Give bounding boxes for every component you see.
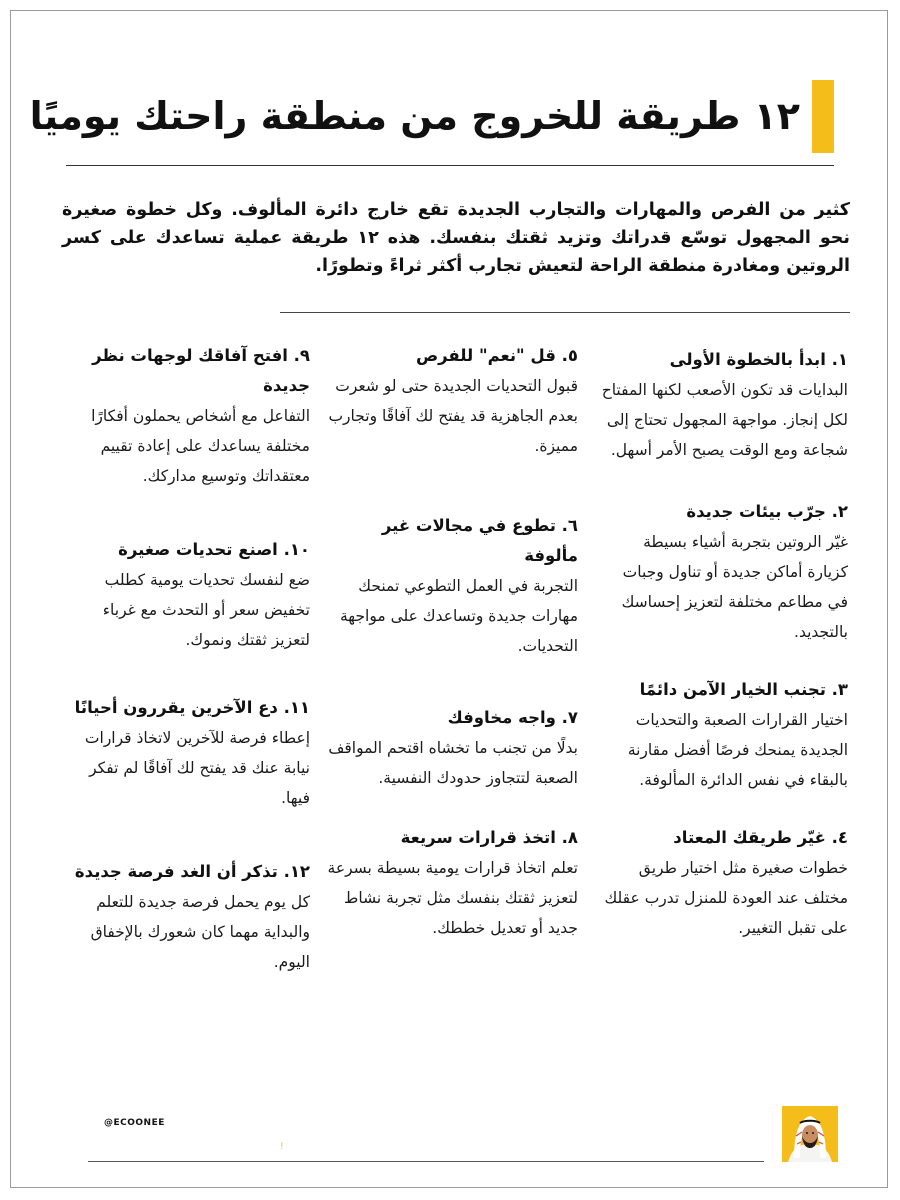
column-right: [600, 345, 848, 943]
tip-title: ٧. واجه مخاوفك: [447, 708, 578, 727]
tip-title: ١٠. اصنع تحديات صغيرة: [118, 540, 310, 559]
tip-body: إعطاء فرصة للآخرين لاتخاذ قرارات نيابة عنك قد يفتح لك آفاقًا لم تفكر فيها.: [84, 729, 310, 807]
avatar-portrait-icon: [782, 1106, 838, 1162]
footer-mark: !: [280, 1142, 284, 1152]
tip-item: [70, 857, 310, 977]
tip-item: [600, 675, 848, 795]
tip-body: البدايات قد تكون الأصعب لكنها المفتاح لكل إنجاز. مواجهة المجهول تحتاج إلى شجاعة ومع الوقت يصبح الأمر أسهل.: [601, 381, 848, 459]
intro-paragraph: كثير من الفرص والمهارات والتجارب الجديدة تقع خارج دائرة المألوف. وكل خطوة صغيرة نحو المجهول توسّع قدراتك وتزيد ثقتك بنفسك. هذه ١٢ طريقة عملية تساعدك على كسر الروتين ومغادرة منطقة الراحة لتعيش تجارب أكثر ثراءً وتطورًا.: [62, 200, 850, 276]
tip-body: غيّر الروتين بتجربة أشياء بسيطة كزيارة أماكن جديدة أو تناول وجبات في مطاعم مختلفة لتعزيز إحساسك بالتجديد.: [621, 533, 848, 641]
tip-item: [600, 497, 848, 647]
tip-item: [326, 823, 578, 943]
tip-title: ١١. دع الآخرين يقررون أحيانًا: [74, 698, 310, 717]
tip-title: ١٢. تذكر أن الغد فرصة جديدة: [74, 862, 310, 881]
tip-title: ٤. غيّر طريقك المعتاد: [673, 828, 848, 847]
tip-body: خطوات صغيرة مثل اختيار طريق مختلف عند العودة للمنزل تدرب عقلك على تقبل التغيير.: [604, 859, 848, 937]
author-handle: @ECOONEE: [104, 1118, 165, 1128]
tip-body: التجربة في العمل التطوعي تمنحك مهارات جديدة وتساعدك على مواجهة التحديات.: [339, 577, 578, 655]
tip-body: اختيار القرارات الصعبة والتحديات الجديدة يمنحك فرصًا أفضل مقارنة بالبقاء في نفس الدائرة المألوفة.: [627, 711, 848, 789]
tip-body: تعلم اتخاذ قرارات يومية بسيطة بسرعة لتعزيز ثقتك بنفسك مثل تجربة نشاط جديد أو تعديل خططك.: [327, 859, 578, 937]
tip-body: التفاعل مع أشخاص يحملون أفكارًا مختلفة يساعدك على إعادة تقييم معتقداتك وتوسيع مداركك.: [91, 407, 310, 485]
page-title: ١٢ طريقة للخروج من منطقة راحتك يوميًا: [29, 94, 800, 138]
tip-item: [326, 703, 578, 793]
tip-title: ٦. تطوع في مجالات غير مألوفة: [381, 516, 578, 565]
tip-item: [70, 341, 310, 491]
tip-body: قبول التحديات الجديدة حتى لو شعرت بعدم الجاهزية قد يفتح لك آفاقًا وتجارب مميزة.: [328, 377, 578, 455]
tip-body: ضع لنفسك تحديات يومية كطلب تخفيض سعر أو التحدث مع غرباء لتعزيز ثقتك ونموك.: [102, 571, 310, 649]
tip-title: ٣. تجنب الخيار الآمن دائمًا: [639, 680, 848, 699]
tip-title: ١. ابدأ بالخطوة الأولى: [669, 350, 848, 369]
tip-title: ٢. جرّب بيئات جديدة: [686, 502, 848, 521]
tip-item: [600, 345, 848, 465]
tip-title: ٥. قل "نعم" للفرص: [415, 346, 578, 365]
tip-title: ٨. اتخذ قرارات سريعة: [400, 828, 578, 847]
tip-body: بدلًا من تجنب ما تخشاه اقتحم المواقف الصعبة لتتجاوز حدودك النفسية.: [328, 739, 578, 787]
title-divider: [66, 165, 834, 166]
tip-body: كل يوم يحمل فرصة جديدة للتعلم والبداية مهما كان شعورك بالإخفاق اليوم.: [90, 893, 310, 971]
tip-item: [326, 341, 578, 461]
tip-item: [600, 823, 848, 943]
title-accent-bar: [812, 80, 834, 153]
tip-item: [70, 535, 310, 655]
tip-title: ٩. افتح آفاقك لوجهات نظر جديدة: [92, 346, 310, 395]
author-avatar: [782, 1106, 838, 1162]
column-left: [70, 341, 310, 977]
tip-item: [326, 511, 578, 661]
footer-divider: [88, 1161, 764, 1162]
intro-divider: [280, 312, 850, 313]
tip-item: [70, 693, 310, 813]
column-middle: [326, 341, 578, 943]
